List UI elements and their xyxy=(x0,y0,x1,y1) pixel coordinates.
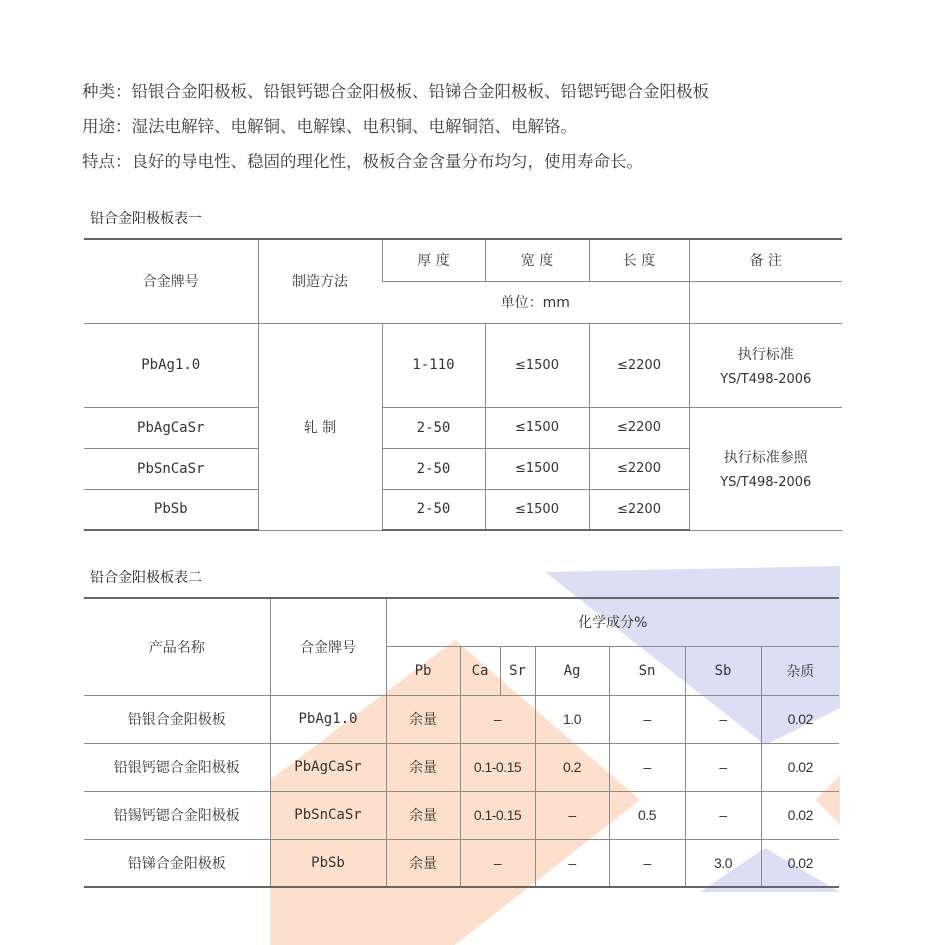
header-sr: Sr xyxy=(500,646,535,695)
table1-caption: 铅合金阳极板表一 xyxy=(90,211,202,227)
alloy-cell: PbSb xyxy=(270,839,386,887)
table-row xyxy=(84,839,839,887)
header-ca: Ca xyxy=(460,646,500,695)
header-product: 产品名称 xyxy=(84,598,270,695)
header-method: 制造方法 xyxy=(258,239,382,323)
product-cell: 铅锑合金阳极板 xyxy=(84,839,270,887)
note-title: 执行标准参照 xyxy=(723,450,808,466)
sn-cell: – xyxy=(609,695,685,743)
impurity-cell: 0.02 xyxy=(761,839,839,887)
header-composition: 化学成分% xyxy=(386,598,839,646)
note-standard: YS/T498-2006 xyxy=(720,371,812,387)
product-cell: 铅银钙锶合金阳极板 xyxy=(84,743,270,791)
table1 xyxy=(84,238,842,531)
sn-cell: – xyxy=(609,839,685,887)
table2-header-row xyxy=(84,598,839,646)
pb-cell: 余量 xyxy=(386,743,460,791)
sb-cell: – xyxy=(685,743,761,791)
ca-sr-cell: – xyxy=(460,839,535,887)
header-pb: Pb xyxy=(386,646,460,695)
length-cell: ≤2200 xyxy=(589,407,689,448)
sn-cell: – xyxy=(609,743,685,791)
pb-cell: 余量 xyxy=(386,695,460,743)
pb-cell: 余量 xyxy=(386,791,460,839)
table-row xyxy=(84,323,842,407)
product-cell: 铅银合金阳极板 xyxy=(84,695,270,743)
alloy-cell: PbAg1.0 xyxy=(84,323,258,407)
length-cell: ≤2200 xyxy=(589,323,689,407)
width-cell: ≤1500 xyxy=(485,489,589,530)
width-cell: ≤1500 xyxy=(485,323,589,407)
header-impurity: 杂质 xyxy=(761,646,839,695)
table2-caption: 铅合金阳极板表二 xyxy=(90,570,202,586)
header-length: 长 度 xyxy=(589,239,689,281)
impurity-cell: 0.02 xyxy=(761,695,839,743)
thickness-cell: 2-50 xyxy=(382,489,485,530)
impurity-cell: 0.02 xyxy=(761,743,839,791)
method-cell: 轧 制 xyxy=(258,323,382,530)
note-title: 执行标准 xyxy=(737,346,794,363)
header-note: 备 注 xyxy=(689,239,842,281)
header-alloy: 合金牌号 xyxy=(84,239,258,323)
width-cell: ≤1500 xyxy=(485,407,589,448)
table-row xyxy=(84,791,839,839)
ag-cell: 1.0 xyxy=(535,695,609,743)
ca-sr-cell: – xyxy=(460,695,535,743)
alloy-cell: PbAgCaSr xyxy=(270,743,386,791)
header-ag: Ag xyxy=(535,646,609,695)
product-cell: 铅锡钙锶合金阳极板 xyxy=(84,791,270,839)
sb-cell: 3.0 xyxy=(685,839,761,887)
alloy-cell: PbSnCaSr xyxy=(270,791,386,839)
alloy-cell: PbSb xyxy=(84,489,258,530)
alloy-cell: PbAgCaSr xyxy=(84,407,258,448)
header-sb: Sb xyxy=(685,646,761,695)
sb-cell: – xyxy=(685,791,761,839)
pb-cell: 余量 xyxy=(386,839,460,887)
ag-cell: 0.2 xyxy=(535,743,609,791)
ca-sr-cell: 0.1-0.15 xyxy=(460,743,535,791)
table-row xyxy=(84,695,839,743)
table2 xyxy=(84,597,839,888)
intro-features: 特点：良好的导电性、稳固的理化性，极板合金含量分布均匀，使用寿命长。 xyxy=(82,152,643,171)
header-sn: Sn xyxy=(609,646,685,695)
sn-cell: 0.5 xyxy=(609,791,685,839)
alloy-cell: PbAg1.0 xyxy=(270,695,386,743)
note-standard: YS/T498-2006 xyxy=(720,475,812,490)
ag-cell: – xyxy=(535,839,609,887)
impurity-cell: 0.02 xyxy=(761,791,839,839)
header-unit: 单位：mm xyxy=(382,281,689,323)
header-note-empty xyxy=(689,281,842,323)
header-thickness: 厚 度 xyxy=(382,239,485,281)
header-alloy: 合金牌号 xyxy=(270,598,386,695)
ca-sr-cell: 0.1-0.15 xyxy=(460,791,535,839)
width-cell: ≤1500 xyxy=(485,448,589,489)
ag-cell: – xyxy=(535,791,609,839)
note-cell xyxy=(689,323,842,407)
intro-types: 种类：铅银合金阳极板、铅银钙锶合金阳极板、铅锑合金阳极板、铅锶钙锶合金阳极板 xyxy=(82,82,709,101)
thickness-cell: 1-110 xyxy=(382,323,485,407)
sb-cell: – xyxy=(685,695,761,743)
intro-uses: 用途：湿法电解锌、电解铜、电解镍、电积铜、电解铜箔、电解铬。 xyxy=(82,117,577,136)
alloy-cell: PbSnCaSr xyxy=(84,448,258,489)
table-row xyxy=(84,407,842,448)
note-cell xyxy=(689,407,842,530)
thickness-cell: 2-50 xyxy=(382,407,485,448)
thickness-cell: 2-50 xyxy=(382,448,485,489)
table1-header-row xyxy=(84,239,842,281)
table-row xyxy=(84,743,839,791)
intro-text xyxy=(82,74,709,179)
length-cell: ≤2200 xyxy=(589,448,689,489)
length-cell: ≤2200 xyxy=(589,489,689,530)
header-width: 宽 度 xyxy=(485,239,589,281)
